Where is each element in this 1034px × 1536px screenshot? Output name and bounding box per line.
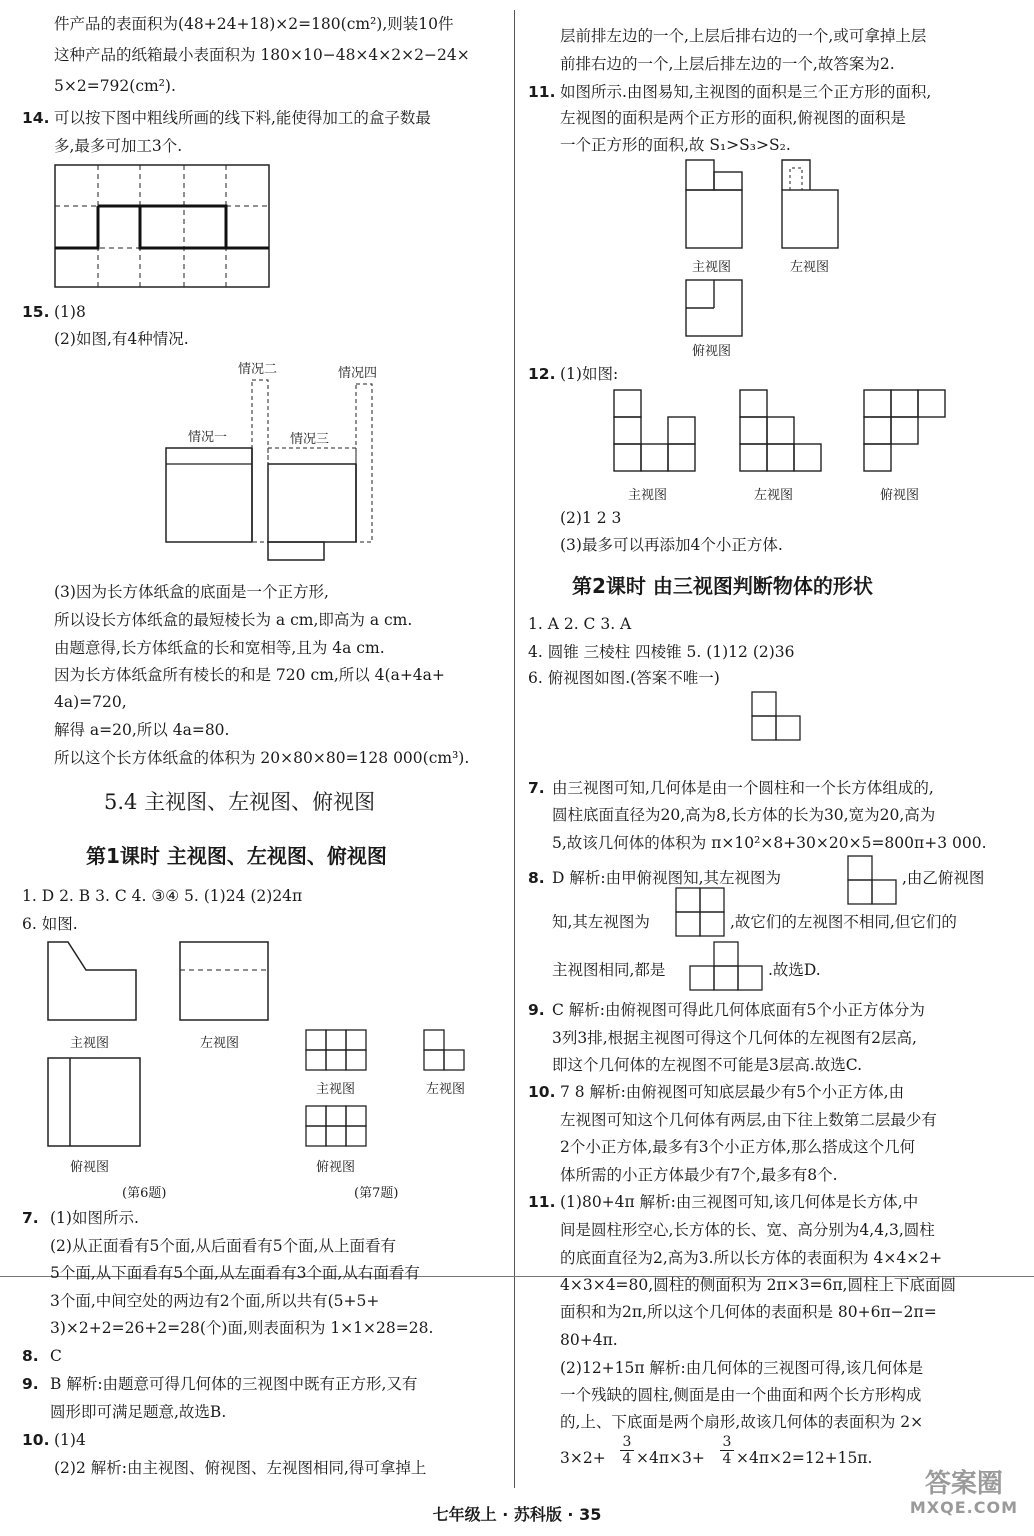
text-line: 左视图可知这个几何体有两层,由下往上数第二层最少有 xyxy=(560,1111,937,1129)
text-line: 3列3排,根据主视图可得这个几何体的左视图有2层高, xyxy=(552,1029,917,1047)
fig6-caption: 俯视图 xyxy=(70,1160,110,1175)
fraction-numerator: 3 xyxy=(622,1434,632,1450)
q8-shape-c xyxy=(688,940,764,992)
text-line: 体所需的小正方体最少有7个,最多有8个. xyxy=(560,1166,838,1184)
answer-line: 6. 如图. xyxy=(22,915,78,933)
fraction-denominator: 4 xyxy=(720,1450,734,1467)
fig12-caption: 左视图 xyxy=(754,488,794,503)
question-number: 8. xyxy=(22,1347,39,1365)
text-line: 3×2+ xyxy=(560,1449,606,1467)
text-line: 即这个几何体的左视图不可能是3层高.故选C. xyxy=(552,1056,863,1074)
text-line: (2)1 2 3 xyxy=(560,509,622,527)
text-line: ×4π×3+ xyxy=(636,1449,705,1467)
text-line: 80+4π. xyxy=(560,1331,618,1349)
text-line: (1)8 xyxy=(54,303,86,321)
text-line: 主视图相同,都是 xyxy=(552,961,666,979)
watermark-logo xyxy=(909,1469,1018,1520)
fig7-caption: 左视图 xyxy=(426,1082,466,1097)
q12-left-view xyxy=(738,388,824,474)
text-line: 圆柱底面直径为20,高为8,长方体的长为30,宽为20,高为 xyxy=(552,806,936,824)
q11-main-view xyxy=(684,158,744,250)
text-line: D 解析:由甲俯视图知,其左视图为 xyxy=(552,869,782,887)
text-line: ,由乙俯视图 xyxy=(902,869,985,887)
text-line: 因为长方体纸盒所有棱长的和是 720 cm,所以 4(a+4a+ xyxy=(54,666,445,684)
q15-net-diagram xyxy=(164,378,404,568)
fig6-caption: (第6题) xyxy=(122,1186,167,1201)
text-line: 面积和为2π,所以这个几何体的表面积是 80+6π−2π= xyxy=(560,1303,937,1321)
text-line: 4a)=720, xyxy=(54,693,127,711)
q11-top-view xyxy=(684,278,744,338)
q12-top-view xyxy=(862,388,948,474)
text-line: 由三视图可知,几何体是由一个圆柱和一个长方体组成的, xyxy=(552,779,934,797)
text-line: 如图所示.由图易知,主视图的面积是三个正方形的面积, xyxy=(560,83,932,101)
fig6-caption: 主视图 xyxy=(70,1036,110,1051)
text-line: 3)×2+2=26+2=28(个)面,则表面积为 1×1×28=28. xyxy=(50,1319,434,1337)
question-number: 11. xyxy=(528,83,556,101)
question-number: 14. xyxy=(22,109,50,127)
text-line: 间是圆柱形空心,长方体的长、宽、高分别为4,4,3,圆柱 xyxy=(560,1221,935,1239)
text-line: 5个面,从下面看有5个面,从左面看有3个面,从右面看有 xyxy=(50,1264,420,1282)
text-line: 知,其左视图为 xyxy=(552,913,650,931)
text-line: 5,故该几何体的体积为 π×10²×8+30×20×5=800π+3 000. xyxy=(552,834,987,852)
q6-left-view xyxy=(178,940,270,1022)
text-line: 3个面,中间空处的两边有2个面,所以共有(5+5+ xyxy=(50,1292,380,1310)
watermark-bottom: MXQE.COM xyxy=(909,1498,1018,1517)
fraction-denominator: 4 xyxy=(620,1450,634,1467)
text-line: (3)因为长方体纸盒的底面是一个正方形, xyxy=(54,583,329,601)
q6-main-view xyxy=(46,940,138,1022)
fig15-label: 情况一 xyxy=(188,430,228,445)
column-divider xyxy=(514,10,515,1488)
text-line: (3)最多可以再添加4个小正方体. xyxy=(560,536,783,554)
fig11-caption: 左视图 xyxy=(790,260,830,275)
q6-top-view xyxy=(46,1056,142,1148)
fig15-label: 情况二 xyxy=(238,362,278,377)
text-line: 层前排左边的一个,上层后排右边的一个,或可拿掉上层 xyxy=(560,27,927,45)
text-line: 前排右边的一个,上层后排左边的一个,故答案为2. xyxy=(560,55,895,73)
text-line: ×4π×2=12+15π. xyxy=(736,1449,873,1467)
text-line: 的底面直径为2,高为3.所以长方体的表面积为 4×4×2+ xyxy=(560,1249,943,1267)
fig7-caption: 主视图 xyxy=(316,1082,356,1097)
section-title: 5.4 主视图、左视图、俯视图 xyxy=(104,790,376,814)
text-line: 所以这个长方体纸盒的体积为 20×80×80=128 000(cm³). xyxy=(54,749,470,767)
text-line: B 解析:由题意可得几何体的三视图中既有正方形,又有 xyxy=(50,1375,418,1393)
q7-left-view xyxy=(422,1028,468,1072)
text-line: (2)如图,有4种情况. xyxy=(54,330,189,348)
fig12-caption: 俯视图 xyxy=(880,488,920,503)
fraction xyxy=(720,1434,734,1467)
fraction-numerator: 3 xyxy=(722,1434,732,1450)
text-line: C xyxy=(50,1347,62,1365)
text-line: 这种产品的纸箱最小表面积为 180×10−48×4×2×2−24× xyxy=(54,46,470,64)
text-line: .故选D. xyxy=(768,961,821,979)
answer-line: 1. D 2. B 3. C 4. ③④ 5. (1)24 (2)24π xyxy=(22,887,303,905)
question-number: 7. xyxy=(22,1209,39,1227)
watermark-top: 答案圈 xyxy=(924,1469,1003,1499)
question-number: 11. xyxy=(528,1193,556,1211)
text-line: (1)4 xyxy=(54,1431,86,1449)
text-line: (2)12+15π 解析:由几何体的三视图可得,该几何体是 xyxy=(560,1359,924,1377)
question-number: 10. xyxy=(22,1431,50,1449)
lesson-title: 第1课时 主视图、左视图、俯视图 xyxy=(86,844,387,868)
answer-line: 4. 圆锥 三棱柱 四棱锥 5. (1)12 (2)36 xyxy=(528,643,795,661)
text-line: (1)如图: xyxy=(560,365,619,383)
q14-cutting-diagram xyxy=(54,164,270,288)
text-line: 解得 a=20,所以 4a=80. xyxy=(54,721,230,739)
q7-top-view xyxy=(304,1104,370,1148)
fig7-caption: 俯视图 xyxy=(316,1160,356,1175)
question-number: 7. xyxy=(528,779,545,797)
text-line: 件产品的表面积为(48+24+18)×2=180(cm²),则装10件 xyxy=(54,15,454,33)
fig7-caption: (第7题) xyxy=(354,1186,399,1201)
fig15-label: 情况三 xyxy=(290,432,330,447)
text-line: (2)从正面看有5个面,从后面看有5个面,从上面看有 xyxy=(50,1237,397,1255)
question-number: 15. xyxy=(22,303,50,321)
text-line: 多,最多可加工3个. xyxy=(54,137,183,155)
text-line: 一个正方形的面积,故 S₁>S₃>S₂. xyxy=(560,136,791,154)
text-line: C 解析:由俯视图可得此几何体底面有5个小正方体分为 xyxy=(552,1001,925,1019)
text-line: 左视图的面积是两个正方形的面积,俯视图的面积是 xyxy=(560,109,906,127)
text-line: 圆形即可满足题意,故选B. xyxy=(50,1403,227,1421)
q7-main-view xyxy=(304,1028,370,1072)
text-line: 可以按下图中粗线所画的线下料,能使得加工的盒子数最 xyxy=(54,109,431,127)
fig11-caption: 俯视图 xyxy=(692,344,732,359)
text-line: ,故它们的左视图不相同,但它们的 xyxy=(730,913,957,931)
text-line: 2个小正方体,最多有3个小正方体,那么搭成这个几何 xyxy=(560,1138,916,1156)
q8-shape-a xyxy=(846,854,898,906)
question-number: 9. xyxy=(528,1001,545,1019)
question-number: 9. xyxy=(22,1375,39,1393)
text-line: 所以设长方体纸盒的最短棱长为 a cm,即高为 a cm. xyxy=(54,611,413,629)
text-line: 4×3×4=80,圆柱的侧面积为 2π×3=6π,圆柱上下底面圆 xyxy=(560,1276,956,1294)
text-line: 一个残缺的圆柱,侧面是由一个曲面和两个长方形构成 xyxy=(560,1386,922,1404)
text-line: (2)2 解析:由主视图、俯视图、左视图相同,得可拿掉上 xyxy=(54,1459,427,1477)
answer-line: 6. 俯视图如图.(答案不唯一) xyxy=(528,669,720,687)
text-line: 5×2=792(cm²). xyxy=(54,77,176,95)
page-footer: 七年级上 · 苏科版 · 35 xyxy=(432,1505,602,1524)
q8-shape-b xyxy=(674,886,726,938)
fig12-caption: 主视图 xyxy=(628,488,668,503)
q6-top-view-answer xyxy=(750,690,802,742)
fig15-label: 情况四 xyxy=(338,366,378,381)
lesson-title: 第2课时 由三视图判断物体的形状 xyxy=(572,574,873,598)
text-line: 的,上、下底面是两个扇形,故该几何体的表面积为 2× xyxy=(560,1413,924,1431)
text-line: (1)80+4π 解析:由三视图可知,该几何体是长方体,中 xyxy=(560,1193,919,1211)
q11-left-view xyxy=(780,158,840,250)
fraction xyxy=(620,1434,634,1467)
answer-line: 1. A 2. C 3. A xyxy=(528,615,632,633)
fig6-caption: 左视图 xyxy=(200,1036,240,1051)
fig11-caption: 主视图 xyxy=(692,260,732,275)
question-number: 8. xyxy=(528,869,545,887)
question-number: 12. xyxy=(528,365,556,383)
q12-main-view xyxy=(612,388,698,474)
text-line: 7 8 解析:由俯视图可知底层最少有5个小正方体,由 xyxy=(560,1083,905,1101)
text-line: (1)如图所示. xyxy=(50,1209,139,1227)
question-number: 10. xyxy=(528,1083,556,1101)
text-line: 由题意得,长方体纸盒的长和宽相等,且为 4a cm. xyxy=(54,639,385,657)
